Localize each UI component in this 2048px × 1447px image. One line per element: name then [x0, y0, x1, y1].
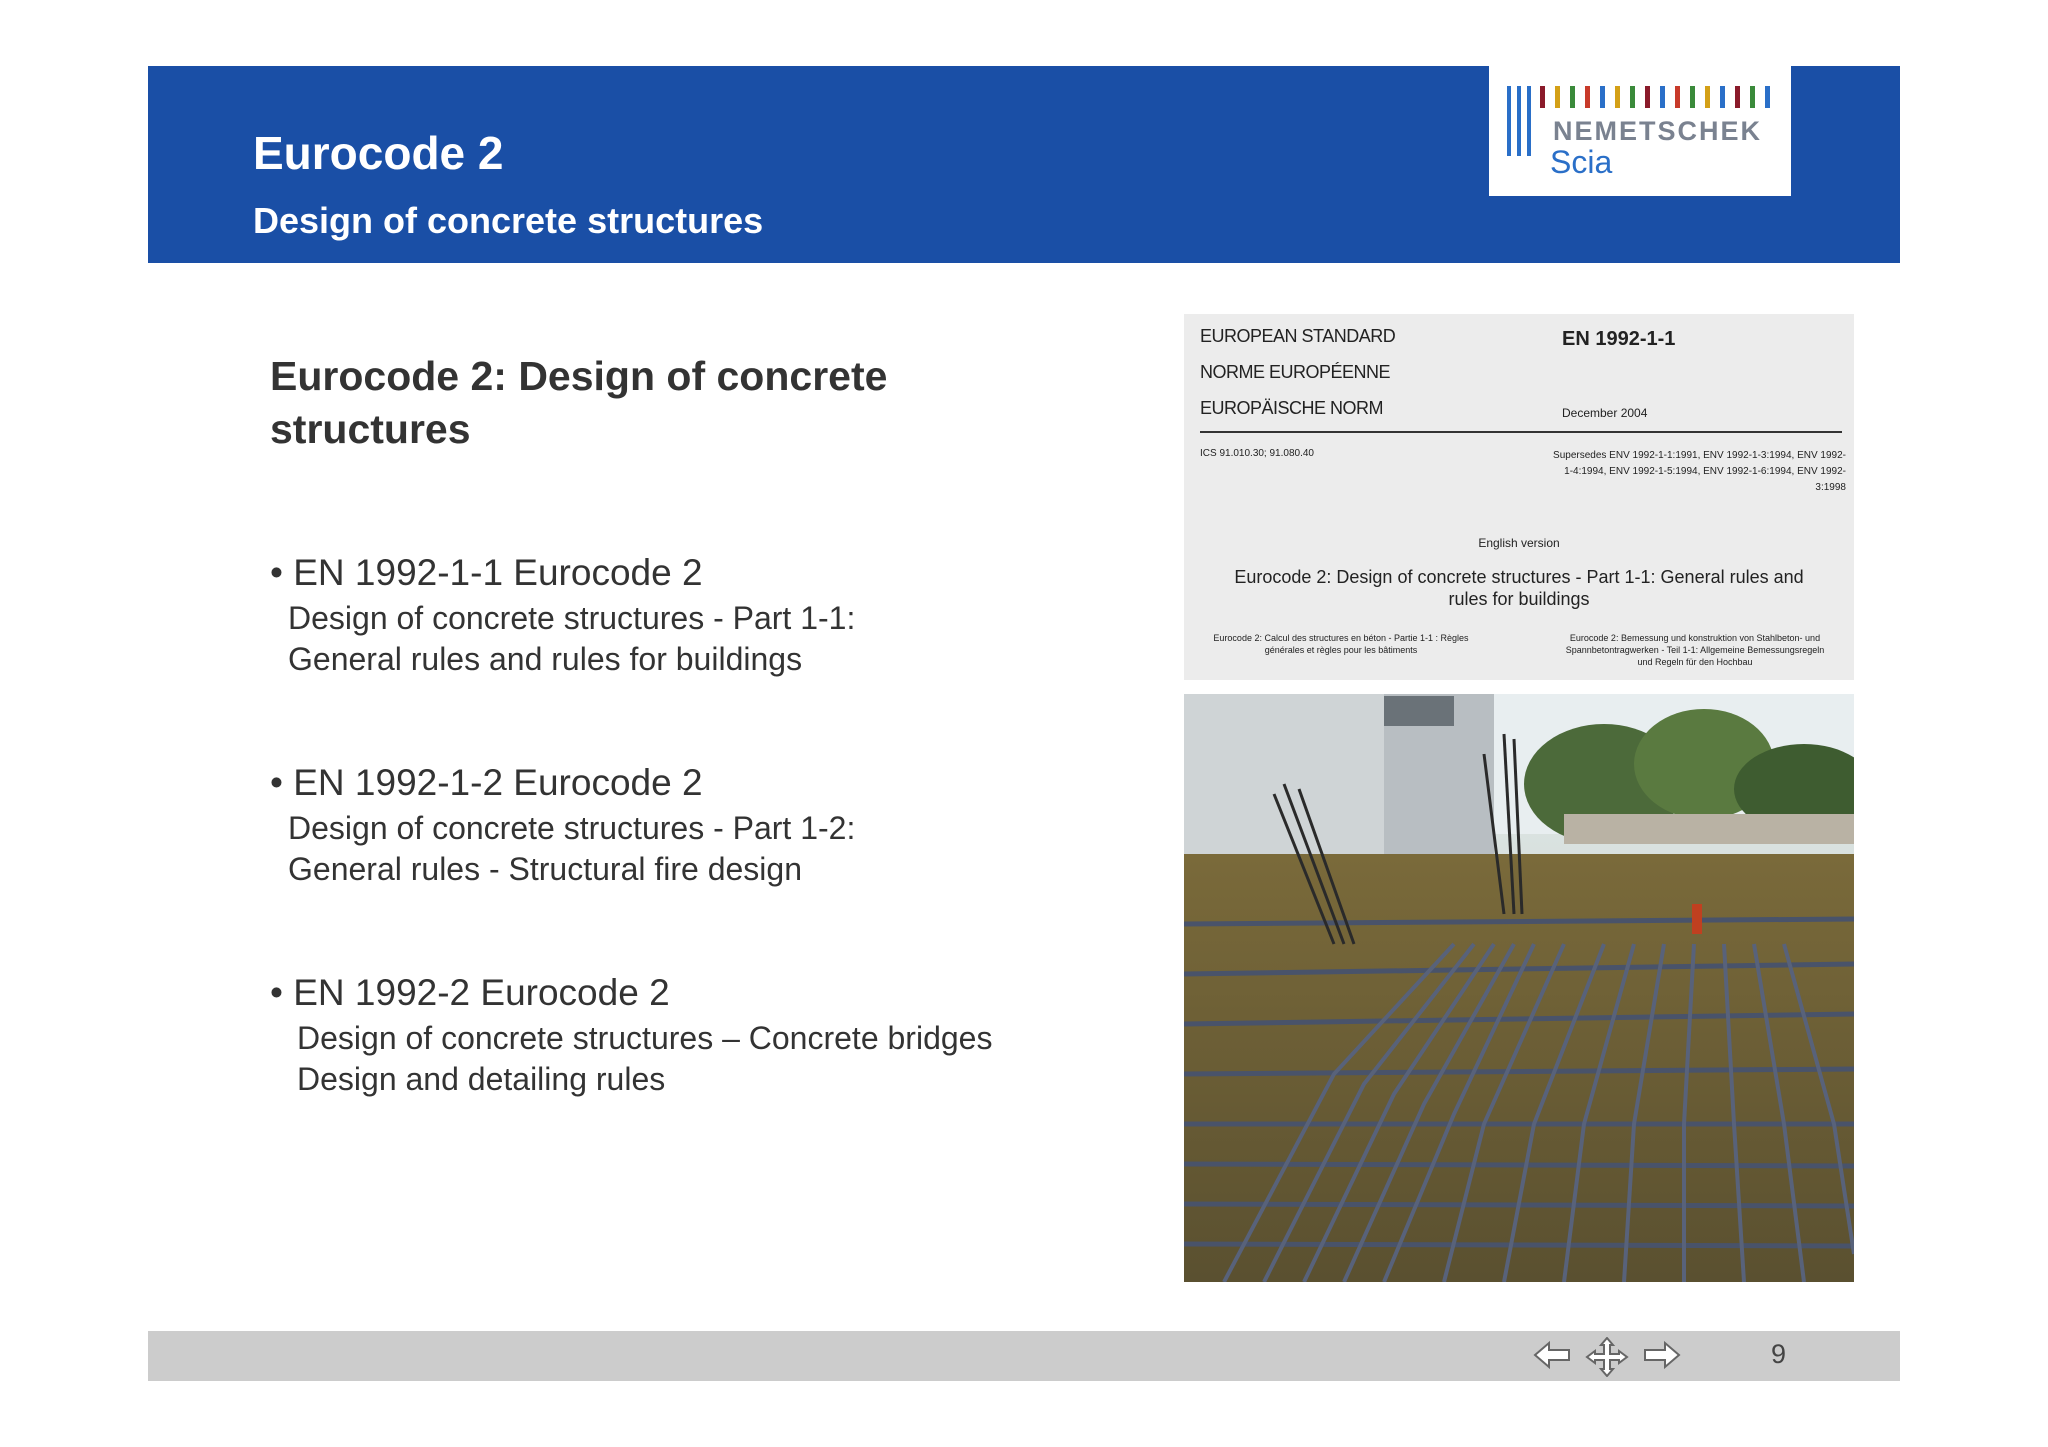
move-icon[interactable]	[1585, 1337, 1629, 1377]
doc-standard-de: EUROPÄISCHE NORM	[1200, 398, 1384, 418]
bullet-3-desc-line-1: Design of concrete structures – Concrete bridges	[297, 1020, 993, 1056]
standard-cover-image	[1184, 314, 1854, 680]
bullet-2-desc-line-2: General rules - Structural fire design	[288, 851, 802, 887]
logo-wordmark: NEMETSCHEK	[1553, 116, 1763, 146]
footer-bar	[148, 1331, 1900, 1381]
doc-title: Eurocode 2: Design of concrete structures - Part 1-1: General rules and rules for buildings	[1234, 567, 1804, 609]
doc-date: December 2004	[1562, 406, 1648, 420]
header-bar	[148, 66, 1900, 263]
header-subtitle: Design of concrete structures	[253, 200, 764, 241]
arrow-left-icon[interactable]	[1533, 1337, 1573, 1373]
bullet-item-2: • EN 1992-1-2 Eurocode 2	[270, 762, 703, 803]
bullet-item-1: • EN 1992-1-1 Eurocode 2	[270, 552, 703, 593]
bullet-1-desc-line-2: General rules and rules for buildings	[288, 641, 803, 677]
doc-ics: ICS 91.010.30; 91.080.40	[1200, 448, 1314, 459]
doc-supersedes: Supersedes ENV 1992-1-1:1991, ENV 1992-1-3:1994, ENV 1992-1-4:1994, ENV 1992-1-5:1994, ENV 1992-1-6:1994, ENV 1992-3:1998	[1553, 450, 1846, 493]
doc-title-fr: Eurocode 2: Calcul des structures en béton - Partie 1-1 : Règles générales et règles pour les bâtiments	[1213, 633, 1469, 655]
doc-standard-en: EUROPEAN STANDARD	[1200, 326, 1396, 346]
company-logo	[1489, 66, 1791, 196]
doc-standard-fr: NORME EUROPÉENNE	[1200, 362, 1391, 382]
slide-title: Eurocode 2: Design of concrete structures	[270, 353, 888, 452]
bullet-3-desc-line-2: Design and detailing rules	[297, 1061, 666, 1097]
doc-title-de: Eurocode 2: Bemessung und konstruktion von Stahlbeton- und Spannbetontragwerken - Teil 1-1: Allgemeine Bemessungsregeln und Regeln für den Hochbau	[1565, 633, 1825, 667]
page-number: 9	[1771, 1339, 1787, 1369]
logo-subname: Scia	[1550, 144, 1613, 180]
bullet-2-desc-line-1: Design of concrete structures - Part 1-2:	[288, 810, 856, 846]
rebar-construction-photo	[1184, 694, 1854, 1282]
arrow-right-icon[interactable]	[1641, 1337, 1681, 1373]
doc-number: EN 1992-1-1	[1562, 328, 1676, 350]
header-title: Eurocode 2	[253, 127, 504, 179]
doc-language: English version	[1478, 536, 1560, 550]
doc-divider	[1200, 431, 1842, 433]
bullet-item-3: • EN 1992-2 Eurocode 2	[270, 972, 670, 1013]
bullet-1-desc-line-1: Design of concrete structures - Part 1-1:	[288, 600, 856, 636]
